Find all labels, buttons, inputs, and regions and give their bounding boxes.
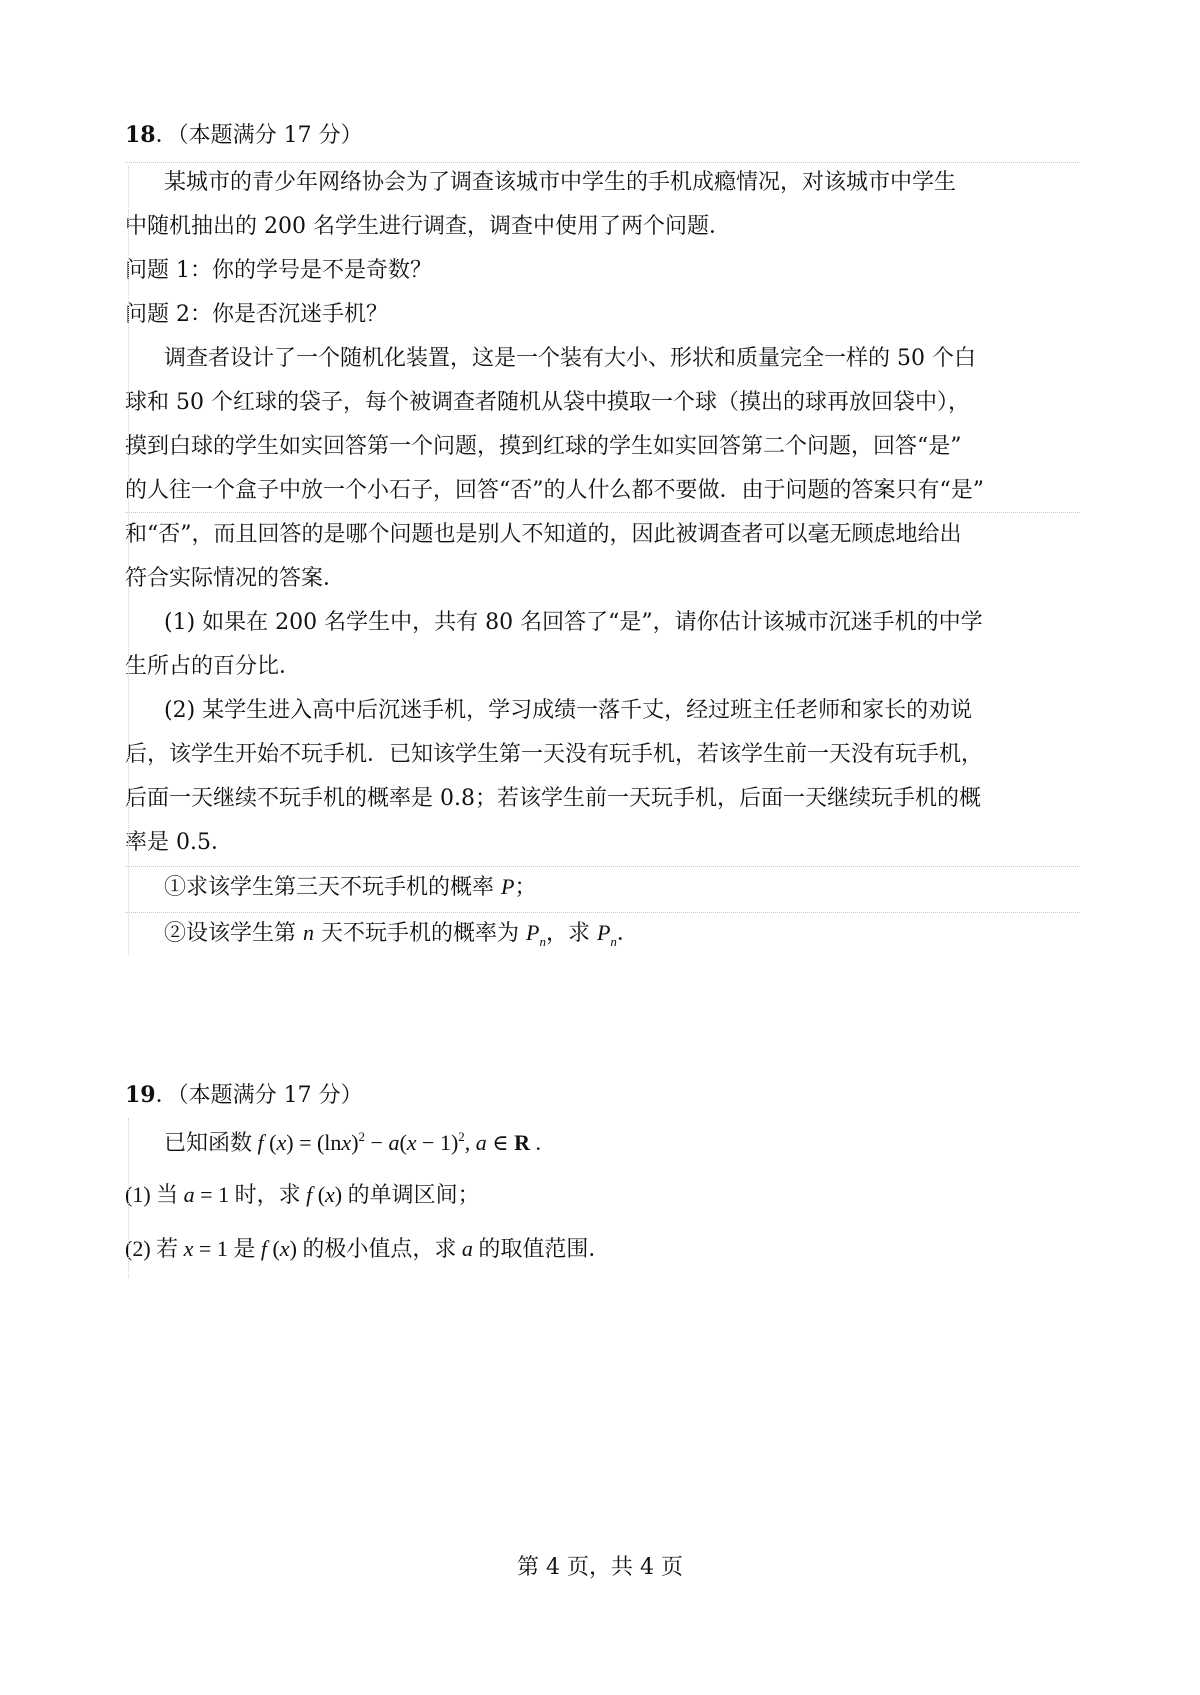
q18-sub2-end: ． — [616, 921, 639, 946]
divider — [125, 912, 1080, 913]
q18-number: 18 — [125, 122, 156, 148]
q18-part2-line-4: 率是 0.5． — [125, 830, 233, 855]
q19-part1-var: a — [183, 1182, 195, 1207]
q18-sub1-end: ； — [514, 875, 537, 900]
q18-sub1-text: ①求该学生第三天不玩手机的概率 — [164, 875, 501, 900]
q19-period: . — [529, 1130, 541, 1155]
q19-lparen: ( — [399, 1130, 407, 1155]
q18-question-1: 问题 1：你的学号是不是奇数？ — [125, 258, 432, 283]
q18-sub1 — [164, 872, 1080, 903]
q19-header — [125, 1080, 1080, 1111]
q18-line-10: 符合实际情况的答案． — [125, 566, 346, 591]
q19-eq: = (ln — [293, 1130, 342, 1155]
q18-line-2: 中随机抽出的 200 名学生进行调查，调查中使用了两个问题． — [125, 214, 731, 239]
q18-sub2 — [164, 918, 1080, 951]
q19-part2-f: f — [260, 1236, 267, 1261]
page-footer: 第 4 页，共 4 页 — [517, 1555, 683, 1580]
q19-part2-c: 的取值范围． — [472, 1236, 611, 1261]
q18-sub2-P: P — [526, 920, 540, 945]
q19-a2: a — [475, 1130, 487, 1155]
divider — [125, 512, 1080, 513]
q18-sub2-text-b: 天不玩手机的概率为 — [314, 921, 526, 946]
q19-comma: , — [464, 1130, 476, 1155]
q19-number: 19 — [125, 1082, 156, 1108]
q18-sub2-n: n — [303, 920, 314, 945]
q18-line-5: 调查者设计了一个随机化装置，这是一个装有大小、形状和质量完全一样的 50 个白 — [164, 346, 976, 371]
q19-part2-x2: x — [279, 1236, 290, 1261]
q18-part2-line-3: 后面一天继续不玩手机的概率是 0.8；若该学生前一天玩手机，后面一天继续玩手机的概 — [125, 786, 981, 811]
q19-part1-f: f — [306, 1182, 313, 1207]
q19-x: x — [276, 1130, 287, 1155]
q19-rparen: ) — [351, 1130, 359, 1155]
q19-part1-eq: = 1 时，求 — [194, 1182, 307, 1207]
q18-header — [125, 120, 1080, 151]
q19-part2-eq: = 1 是 — [193, 1236, 261, 1261]
q19-R: R — [514, 1130, 530, 1155]
q19-part2-a: (2) 若 — [125, 1236, 184, 1261]
q18-sub1-var: P — [501, 874, 515, 899]
margin-guide — [128, 166, 129, 956]
q18-sub2-text-c: ，求 — [545, 921, 597, 946]
q18-line-7: 摸到白球的学生如实回答第一个问题，摸到红球的学生如实回答第二个问题，回答“是” — [125, 434, 962, 459]
q19-function-def: 已知函数 f $(x) = (\ln x)^2 - a(x - 1)^2$, a ∈ R . — [164, 1129, 541, 1155]
q18-sub2-sub: n — [539, 934, 546, 949]
q19-xm1: − 1) — [416, 1130, 459, 1155]
q18-part1-line-2: 生所占的百分比． — [125, 654, 302, 679]
q19-part1-x: x — [325, 1182, 335, 1207]
q18-score: ．（本题满分 17 分） — [155, 123, 363, 148]
q18-line-6: 球和 50 个红球的袋子，每个被调查者随机从袋中摸取一个球（摸出的球再放回袋中）， — [125, 390, 970, 415]
q18-line-9: 和“否”，而且回答的是哪个问题也是别人不知道的，因此被调查者可以毫无顾虑地给出 — [125, 522, 962, 547]
q19-part2-x: x — [183, 1236, 194, 1261]
q19-part1: (1) 当 a = 1 时，求 f (x) 的单调区间； — [125, 1182, 480, 1207]
q18-question-2: 问题 2：你是否沉迷手机？ — [125, 302, 388, 327]
q18-line-8: 的人往一个盒子中放一个小石子，回答“否”的人什么都不要做．由于问题的答案只有“是” — [125, 478, 984, 503]
q18-part1-line-1: (1) 如果在 200 名学生中，共有 80 名回答了“是”，请你估计该城市沉迷手机的中学 — [164, 610, 983, 635]
q19-sq2: 2 — [458, 1129, 465, 1144]
q19-part2-b: 的极小值点，求 — [296, 1236, 462, 1261]
q18-part2-line-2: 后，该学生开始不玩手机．已知该学生第一天没有玩手机，若该学生前一天没有玩手机， — [125, 742, 984, 767]
q18-sub2-P2: P — [596, 920, 611, 945]
q19-x2: x — [341, 1130, 352, 1155]
margin-guide — [128, 1118, 129, 1278]
q19-a: a — [388, 1130, 400, 1155]
q18-sub2-sub2: n — [610, 934, 617, 949]
q18-line-1: 某城市的青少年网络协会为了调查该城市中学生的手机成瘾情况，对该城市中学生 — [164, 170, 957, 195]
q18-part2-line-1: (2) 某学生进入高中后沉迷手机，学习成绩一落千丈，经过班主任老师和家长的劝说 — [164, 698, 973, 723]
q19-minus: − — [365, 1130, 389, 1155]
q19-part1-b: 的单调区间； — [342, 1182, 480, 1207]
q19-sq: 2 — [358, 1129, 366, 1144]
q19-in: ∈ — [486, 1130, 515, 1155]
divider — [125, 866, 1080, 867]
q19-x3: x — [406, 1130, 417, 1155]
q19-part1-a: (1) 当 — [125, 1182, 184, 1207]
q19-part2: (2) 若 x = 1 是 f (x) 的极小值点，求 a 的取值范围． — [125, 1236, 611, 1261]
q19-part2-a-var: a — [461, 1236, 473, 1261]
q19-f: f — [257, 1130, 264, 1155]
q19-intro: 已知函数 — [164, 1130, 258, 1155]
divider — [125, 162, 1080, 163]
q18-sub2-text-a: ②设该学生第 — [164, 921, 303, 946]
q19-score: ．（本题满分 17 分） — [155, 1083, 363, 1108]
